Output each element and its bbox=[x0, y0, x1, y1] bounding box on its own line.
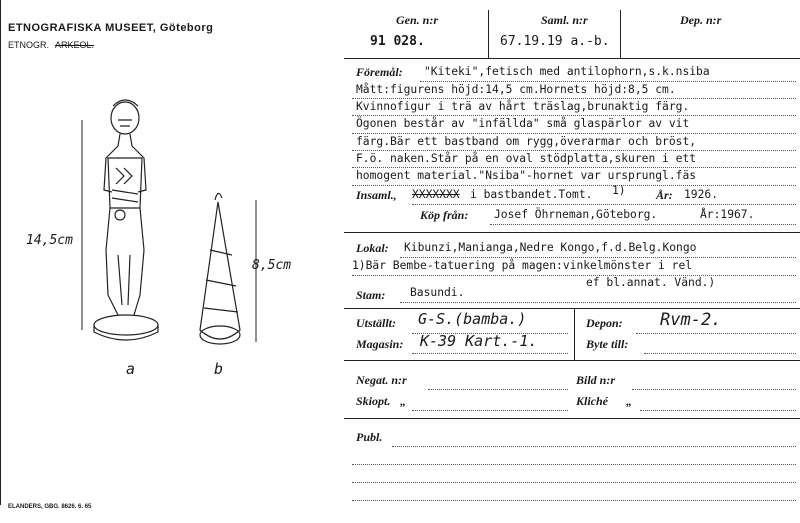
lokal-value: Kibunzi,Manianga,Nedre Kongo,f.d.Belg.Kongo bbox=[404, 241, 697, 254]
divider bbox=[352, 185, 796, 186]
divider bbox=[352, 482, 796, 483]
dept-ethnography: ETNOGR. bbox=[8, 40, 50, 50]
year-label: År: bbox=[656, 188, 673, 202]
divider bbox=[352, 150, 796, 151]
stam-value: Basundi. bbox=[410, 286, 465, 299]
description-line: Mått:figurens höjd:14,5 cm.Hornets höjd:8,5 cm. bbox=[356, 83, 676, 96]
description-line: Ögonen består av "infällda" små glaspärlor av vit bbox=[356, 117, 690, 130]
divider bbox=[574, 308, 575, 360]
utstallt-label: Utställt: bbox=[356, 316, 397, 330]
divider bbox=[400, 257, 796, 258]
foremal-label: Föremål: bbox=[356, 65, 403, 79]
insaml-note: 1) bbox=[612, 184, 626, 197]
utstallt-value: G-S.(bamba.) bbox=[418, 310, 527, 328]
saml-number-value: 67.19.19 a.-b. bbox=[500, 34, 610, 49]
depon-value: Rvm-2. bbox=[660, 310, 722, 330]
kop-label: Köp från: bbox=[420, 208, 469, 222]
divider bbox=[352, 167, 796, 168]
divider bbox=[352, 464, 796, 465]
negat-label: Negat. n:r bbox=[356, 373, 407, 387]
divider bbox=[640, 410, 796, 411]
saml-number-label: Saml. n:r bbox=[541, 13, 588, 27]
publ-label: Publ. bbox=[356, 430, 383, 444]
depon-label: Depon: bbox=[586, 316, 623, 330]
divider bbox=[392, 446, 796, 447]
bild-label: Bild n:r bbox=[576, 373, 616, 387]
skiopt-value: „ bbox=[400, 394, 406, 408]
description-line: Kvinnofigur i trä av hårt träslag,brunaktig färg. bbox=[356, 100, 690, 113]
divider bbox=[352, 500, 796, 501]
divider bbox=[490, 224, 796, 225]
divider bbox=[400, 302, 796, 303]
divider bbox=[428, 389, 568, 390]
gen-number-label: Gen. n:r bbox=[396, 13, 439, 27]
insaml-struck: XXXXXXX bbox=[412, 188, 460, 201]
description-line: "Kiteki",fetisch med antilophorn,s.k.nsiba bbox=[424, 65, 710, 78]
insaml-value: i bastbandet.Tomt. bbox=[470, 188, 593, 201]
divider bbox=[488, 10, 489, 58]
insaml-label: Insaml., bbox=[356, 188, 397, 202]
divider bbox=[352, 98, 796, 99]
stam-label: Stam: bbox=[356, 288, 386, 302]
divider bbox=[352, 275, 796, 276]
byte-label: Byte till: bbox=[586, 337, 629, 351]
kliche-label: Kliché bbox=[576, 394, 608, 408]
divider bbox=[344, 360, 800, 361]
divider bbox=[412, 204, 796, 205]
note-line-1: 1)Bär Bembe-tatuering på magen:vinkelmönster i rel bbox=[352, 259, 693, 272]
figure-a-drawing bbox=[94, 100, 158, 340]
card-left-border bbox=[0, 0, 1, 505]
divider bbox=[344, 418, 800, 419]
height-label-a: 14,5cm bbox=[26, 233, 73, 248]
description-line: färg.Bär ett bastband om rygg,överarmar och bröst, bbox=[356, 135, 697, 148]
divider bbox=[620, 10, 621, 58]
museum-name: ETNOGRAFISKA MUSEET, Göteborg bbox=[8, 22, 214, 34]
dep-number-label: Dep. n:r bbox=[680, 13, 722, 27]
note-line-2: ef bl.annat. Vänd.) bbox=[586, 276, 716, 289]
divider bbox=[344, 308, 800, 309]
divider bbox=[344, 58, 800, 59]
figure-a-label: a bbox=[126, 360, 136, 378]
kliche-value: „ bbox=[626, 394, 632, 408]
divider bbox=[632, 389, 796, 390]
skiopt-label: Skiopt. bbox=[356, 394, 391, 408]
divider bbox=[420, 81, 796, 82]
description-line: homogent material."Nsiba"-hornet var ursprungl.fäs bbox=[356, 169, 697, 182]
kop-value: Josef Öhrneman,Göteborg. bbox=[494, 208, 658, 221]
department-line bbox=[8, 40, 94, 50]
divider bbox=[412, 333, 568, 334]
divider bbox=[352, 115, 796, 116]
magasin-label: Magasin: bbox=[356, 337, 404, 351]
divider bbox=[412, 353, 568, 354]
divider bbox=[412, 410, 568, 411]
divider bbox=[344, 232, 800, 233]
divider bbox=[636, 333, 796, 334]
height-label-b: 8,5cm bbox=[252, 258, 292, 273]
divider bbox=[352, 133, 796, 134]
year-value: 1926. bbox=[684, 188, 719, 201]
printer-imprint: ELANDERS, GBG. 8626. 6. 65 bbox=[8, 504, 92, 510]
divider bbox=[644, 353, 796, 354]
figure-b-label: b bbox=[214, 360, 224, 378]
magasin-value: K-39 Kart.-1. bbox=[420, 332, 538, 350]
horn-b-drawing bbox=[200, 193, 240, 344]
kop-year: År:1967. bbox=[700, 208, 755, 221]
description-line: F.ö. naken.Står på en oval stödplatta,skuren i ett bbox=[356, 152, 697, 165]
gen-number-value: 91 028. bbox=[370, 34, 425, 49]
lokal-label: Lokal: bbox=[356, 241, 389, 255]
dept-archaeology-struck: ARKEOL. bbox=[55, 40, 95, 50]
